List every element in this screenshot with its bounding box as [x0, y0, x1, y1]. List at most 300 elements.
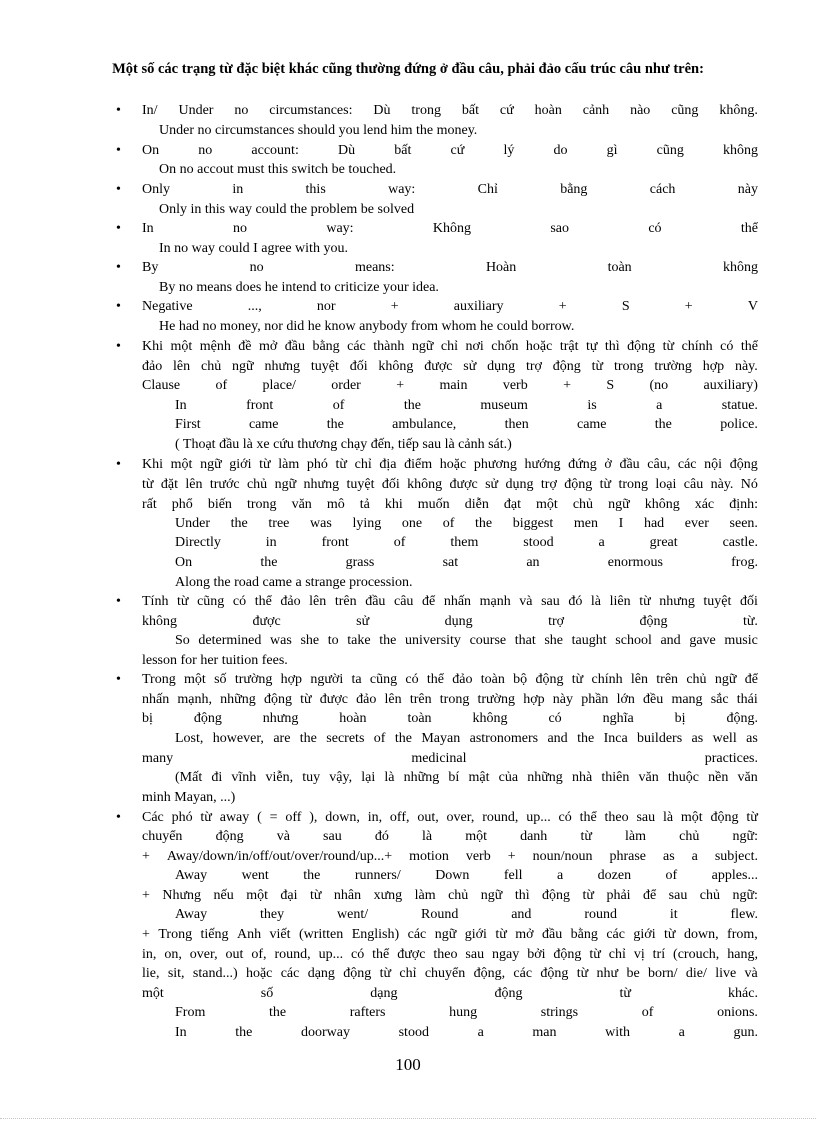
word: no	[233, 221, 247, 236]
word: đối	[349, 359, 368, 374]
word: in	[265, 535, 277, 550]
word: hoặc	[245, 966, 273, 981]
text-line: minh Mayan, ...)	[142, 790, 236, 805]
word: medicinal	[411, 751, 467, 766]
word: đảo	[356, 692, 377, 707]
word: trước	[209, 477, 240, 492]
text-line: Under no circumstances should you lend him the money.	[159, 123, 478, 138]
text-line	[142, 456, 758, 474]
word: away	[219, 810, 250, 825]
word: ngữ	[200, 457, 222, 472]
word: hoàn	[339, 711, 367, 726]
word: đối	[740, 594, 758, 609]
word: ),	[309, 810, 318, 825]
word: thuộc	[667, 770, 699, 785]
word: well	[712, 731, 737, 746]
word: trợ	[540, 477, 557, 492]
word: V	[747, 299, 758, 314]
word: the	[403, 398, 421, 413]
word: nhân	[333, 888, 362, 903]
word: động	[540, 966, 569, 981]
word: đầu	[365, 594, 386, 609]
word: là	[662, 810, 674, 825]
word: seen.	[729, 516, 758, 531]
word: Under	[175, 516, 210, 531]
word: trên	[334, 594, 357, 609]
text-line	[142, 496, 758, 514]
word: trên	[409, 692, 432, 707]
word: First	[175, 417, 201, 432]
word: không	[378, 359, 414, 374]
word: các	[513, 966, 533, 981]
bullet-icon: •	[116, 672, 121, 687]
word: là	[384, 770, 395, 785]
word: verb	[502, 378, 528, 393]
word: mô	[326, 497, 345, 512]
word: chủ	[699, 888, 721, 903]
word: statue.	[721, 398, 758, 413]
word: cũng	[656, 143, 684, 158]
word: determined	[198, 633, 262, 648]
word: Away/down/in/off/out/over/round/up...+	[166, 849, 393, 864]
word: ngữ	[480, 888, 503, 903]
word: (	[257, 810, 262, 825]
word: Khi	[142, 457, 163, 472]
word: phrase	[609, 849, 646, 864]
word: dụng	[444, 614, 473, 629]
word: thể	[372, 947, 390, 962]
word: taught	[571, 633, 607, 648]
word: trường	[654, 359, 692, 374]
bullet-icon: •	[116, 457, 121, 472]
word: noun/noun	[532, 849, 593, 864]
word: a	[678, 1025, 685, 1040]
word: trong	[618, 477, 649, 492]
word: từ	[591, 359, 604, 374]
word: toàn	[407, 711, 432, 726]
word: trường	[477, 692, 516, 707]
word: trợ	[548, 614, 565, 629]
word: số	[214, 672, 227, 687]
word: nhưng	[262, 711, 299, 726]
word: nhưng	[264, 359, 301, 374]
word: từ	[495, 927, 507, 942]
word: có	[405, 672, 419, 687]
word: phổ	[171, 497, 193, 512]
word: điểm	[404, 457, 433, 472]
word: được	[252, 614, 281, 629]
word: động	[553, 947, 582, 962]
word: fell	[503, 868, 523, 883]
bullet-icon: •	[116, 182, 121, 197]
word: ngữ	[232, 359, 254, 374]
word: từ	[142, 477, 154, 492]
text-line	[142, 181, 758, 199]
word: văn	[737, 770, 758, 785]
word: từ	[177, 594, 189, 609]
word: đảo	[452, 672, 473, 687]
word: đảo	[280, 594, 301, 609]
word: an	[526, 555, 540, 570]
word: như	[596, 966, 619, 981]
text-line	[142, 887, 758, 905]
word: grass	[345, 555, 375, 570]
text-line	[175, 906, 758, 924]
word: bị	[142, 711, 153, 726]
word: trợ	[526, 359, 542, 374]
word: account:	[251, 143, 299, 158]
word: Directly	[175, 535, 221, 550]
word: đề	[238, 339, 252, 354]
word: này	[552, 692, 574, 707]
word: Only	[142, 182, 170, 197]
word: came	[576, 417, 607, 432]
word: sat	[442, 555, 459, 570]
word: được	[397, 947, 426, 962]
word: chuyển	[142, 829, 183, 844]
word: (crouch,	[673, 947, 720, 962]
word: là	[421, 829, 433, 844]
word: từ.	[742, 614, 758, 629]
word: bằng	[570, 927, 598, 942]
word: nhưng	[659, 594, 695, 609]
bullet-icon: •	[116, 260, 121, 275]
word: went	[241, 868, 269, 883]
word: đầu	[284, 339, 305, 354]
word: liên	[609, 594, 631, 609]
word: the	[230, 516, 248, 531]
word: of	[393, 535, 406, 550]
word: hợp	[280, 672, 303, 687]
word: a	[598, 535, 605, 550]
word: dụng	[505, 477, 534, 492]
word: có	[648, 221, 662, 236]
word: on,	[164, 947, 182, 962]
bullet-icon: •	[116, 810, 121, 825]
word: lên	[173, 359, 191, 374]
word: main	[439, 378, 468, 393]
word: bí	[448, 770, 460, 785]
word: toàn	[607, 260, 632, 275]
word: doorway	[301, 1025, 350, 1040]
word: đứng	[568, 457, 597, 472]
word: không	[723, 260, 758, 275]
word: người	[310, 672, 344, 687]
word: sit,	[167, 966, 185, 981]
word: the	[299, 731, 317, 746]
word: Nhưng	[162, 888, 202, 903]
word: police.	[720, 417, 758, 432]
bullet-icon: •	[116, 143, 121, 158]
word: lie,	[142, 966, 160, 981]
word: one	[401, 516, 423, 531]
word: chủ	[200, 359, 222, 374]
text-line	[175, 554, 758, 572]
word: đại	[280, 888, 298, 903]
word: nhưng	[303, 477, 340, 492]
word: Khi	[142, 339, 163, 354]
word: động	[639, 614, 668, 629]
word: mang	[671, 692, 703, 707]
word: ta	[351, 672, 362, 687]
word: từ	[580, 829, 592, 844]
word: trường	[234, 672, 273, 687]
word: museum	[480, 398, 528, 413]
word: bằng	[312, 339, 340, 354]
word: as	[662, 849, 675, 864]
word: phó	[306, 457, 328, 472]
word: trí	[652, 947, 666, 962]
word: diễn	[464, 497, 489, 512]
word: từ	[599, 477, 612, 492]
word: sử	[485, 477, 499, 492]
text-line	[142, 259, 758, 277]
word: động.	[726, 711, 758, 726]
word: Under	[178, 103, 214, 118]
word: bộ	[513, 672, 528, 687]
text-line	[142, 358, 758, 376]
word: vĩnh	[231, 770, 257, 785]
word: từ	[259, 457, 271, 472]
word: động	[215, 829, 244, 844]
word: tuy	[302, 770, 321, 785]
word: as	[691, 731, 704, 746]
word: từ	[582, 888, 594, 903]
word: biggest	[512, 516, 554, 531]
word: cũng	[197, 594, 225, 609]
word: and	[660, 633, 681, 648]
text-line	[142, 476, 758, 494]
word: động	[729, 457, 758, 472]
text-line	[175, 1024, 758, 1042]
word: S	[621, 299, 630, 314]
word: +	[507, 849, 516, 864]
word: động	[564, 477, 593, 492]
word: thiên	[601, 770, 630, 785]
word: Away	[175, 868, 208, 883]
word: một	[680, 810, 703, 825]
word: ngữ:	[732, 888, 758, 903]
word: music	[724, 633, 758, 648]
word: means:	[354, 260, 395, 275]
word: đối	[381, 477, 400, 492]
word: các	[407, 927, 427, 942]
text-line	[142, 377, 758, 395]
word: no	[249, 260, 264, 275]
word: no	[234, 103, 249, 118]
word: từ	[200, 810, 212, 825]
word: Round	[421, 907, 459, 922]
word: của	[498, 770, 519, 785]
word: the	[379, 633, 397, 648]
word: và	[744, 966, 758, 981]
word: subject.	[714, 849, 758, 864]
word: came	[248, 417, 279, 432]
word: and	[547, 731, 568, 746]
word: nghĩa	[602, 711, 634, 726]
word: đó	[568, 594, 583, 609]
word: hợp	[523, 692, 545, 707]
word: được	[449, 477, 478, 492]
word: of	[332, 398, 345, 413]
word: không	[407, 477, 443, 492]
text-line	[142, 593, 758, 611]
word: Inca	[603, 731, 628, 746]
word: thể	[740, 221, 758, 236]
word: course	[469, 633, 507, 648]
word: sau	[323, 829, 342, 844]
word: with	[605, 1025, 630, 1040]
word: khi	[384, 497, 403, 512]
word: vậy,	[329, 770, 353, 785]
word: lên	[384, 692, 402, 707]
text-line	[175, 1004, 758, 1022]
word: men	[573, 516, 598, 531]
word: In	[175, 398, 187, 413]
word: động,	[473, 966, 506, 981]
text-line	[142, 220, 758, 238]
text-line: By no means does he intend to criticize your idea.	[159, 280, 439, 295]
word: man	[532, 1025, 557, 1040]
word: cũng	[671, 103, 699, 118]
word: ngữ:	[732, 829, 758, 844]
word: that	[514, 633, 536, 648]
text-line	[142, 926, 758, 944]
word: +	[684, 299, 693, 314]
text-line	[142, 828, 758, 846]
word: theo	[604, 810, 629, 825]
word: nền	[708, 770, 729, 785]
word: motion	[409, 849, 449, 864]
word: hợp	[702, 359, 725, 374]
word: để	[643, 888, 657, 903]
word: nhấn	[142, 692, 170, 707]
word: In	[142, 221, 154, 236]
word: onions.	[717, 1005, 758, 1020]
word: câu	[394, 594, 414, 609]
word: tả	[359, 497, 370, 512]
word: stood	[523, 535, 554, 550]
word: và	[276, 829, 290, 844]
word: +	[558, 299, 567, 314]
text-line	[142, 848, 758, 866]
word: trong	[613, 359, 644, 374]
word: câu,	[647, 457, 671, 472]
word: một	[184, 672, 206, 687]
word: biến	[207, 497, 232, 512]
word: strings	[540, 1005, 579, 1020]
word: Hoàn	[485, 260, 517, 275]
text-line	[175, 730, 758, 748]
word: đặt	[160, 477, 178, 492]
word: is	[587, 398, 597, 413]
word: số	[260, 986, 274, 1001]
word: On	[142, 143, 160, 158]
word: Các	[142, 810, 164, 825]
word: In	[175, 1025, 187, 1040]
word: động	[343, 966, 372, 981]
word: over,	[189, 947, 218, 962]
word: các	[606, 927, 625, 942]
word: làm	[414, 888, 436, 903]
word: no	[198, 143, 213, 158]
word: down,	[683, 927, 719, 942]
word: up...	[526, 810, 551, 825]
word: động	[494, 986, 523, 1001]
word: trong	[439, 692, 470, 707]
text-line	[142, 985, 758, 1003]
word: từ	[576, 966, 589, 981]
word: có	[232, 594, 247, 609]
word: từ	[589, 947, 601, 962]
word: nếu	[213, 888, 234, 903]
word: thể	[254, 594, 272, 609]
word: không	[472, 711, 508, 726]
word: Down	[435, 868, 470, 883]
word: she	[300, 633, 320, 648]
word: ...,	[247, 299, 262, 314]
bullet-icon: •	[116, 299, 121, 314]
word: off	[285, 810, 302, 825]
word: từ	[662, 339, 675, 354]
word: làm	[625, 829, 647, 844]
section-heading: Một số các trạng từ đặc biệt khác cũng thường đứng ở đầu câu, phải đảo cấu trúc câu như trên:	[112, 61, 704, 77]
text-line	[142, 298, 758, 316]
word: thành	[373, 339, 405, 354]
word: từ	[619, 986, 631, 1001]
word: mạnh	[479, 594, 511, 609]
word: này	[737, 182, 758, 197]
word: được	[424, 359, 453, 374]
word: live	[715, 966, 737, 981]
word: thể	[740, 339, 758, 354]
word: sau	[668, 888, 688, 903]
word: lý	[503, 143, 515, 158]
word: So	[175, 633, 190, 648]
text-line: Along the road came a strange procession.	[175, 575, 413, 590]
word: thì	[604, 339, 620, 354]
word: off,	[389, 810, 410, 825]
word: lên	[309, 594, 327, 609]
word: secrets	[326, 731, 365, 746]
word: +	[142, 849, 150, 864]
word: động	[263, 692, 292, 707]
word: đầu	[542, 927, 563, 942]
word: ngữ	[608, 497, 630, 512]
word: văn	[291, 497, 312, 512]
word: từ	[309, 888, 322, 903]
word: từ	[571, 672, 584, 687]
word: hoặc	[525, 339, 553, 354]
word: một	[536, 497, 558, 512]
word: this	[305, 182, 326, 197]
word: +	[142, 888, 150, 903]
word: các	[280, 966, 300, 981]
text-line: In no way could I agree with you.	[159, 241, 348, 256]
word: castle.	[722, 535, 758, 550]
word: way:	[326, 221, 354, 236]
word: này.	[710, 477, 734, 492]
word: a	[656, 398, 663, 413]
word: great	[649, 535, 678, 550]
word: round	[584, 907, 617, 922]
word: dạng	[307, 966, 335, 981]
text-line: On no accout must this switch be touched.	[159, 162, 397, 177]
word: be	[626, 966, 640, 981]
word: the	[326, 417, 344, 432]
word: đó	[374, 829, 389, 844]
text-line	[175, 416, 758, 434]
